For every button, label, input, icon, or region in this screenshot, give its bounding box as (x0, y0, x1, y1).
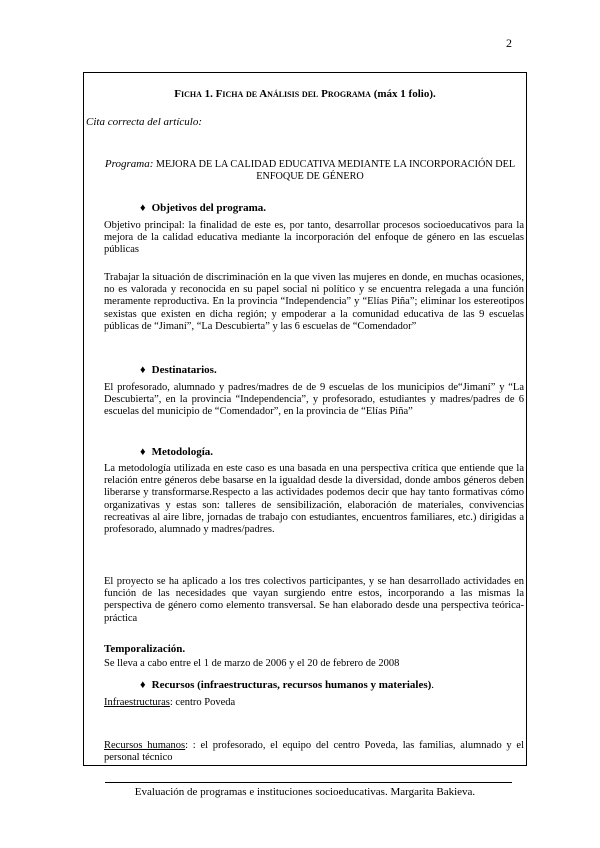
cita-label: Cita correcta del artículo: (86, 116, 202, 128)
footer-divider (105, 782, 512, 783)
sheet-title-main: Ficha 1. Ficha de Análisis del Programa (174, 88, 371, 100)
footer-text: Evaluación de programas e instituciones socioeducativas. Margarita Bakieva. (134, 786, 476, 798)
metodologia-heading-text: Metodología. (151, 446, 214, 458)
temporalizacion-text: Se lleva a cabo entre el 1 de marzo de 2006 y el 20 de febrero de 2008 (104, 658, 400, 669)
diamond-bullet-icon: ♦ (140, 364, 146, 376)
recursos-humanos-line (104, 740, 524, 764)
infraestructuras-label: Infraestructuras (104, 697, 170, 708)
metodologia-heading (140, 446, 213, 458)
recursos-heading-period: . (431, 679, 435, 691)
page-number: 2 (506, 36, 512, 50)
destinatarios-heading-text: Destinatarios. (151, 364, 217, 376)
recursos-heading-text: Recursos (infraestructuras, recursos humanos y materiales) (151, 679, 432, 691)
objetivos-heading-text: Objetivos del programa. (151, 202, 266, 214)
diamond-bullet-icon: ♦ (140, 446, 146, 458)
temporalizacion-heading: Temporalización. (104, 643, 186, 655)
infraestructuras-text: : centro Poveda (169, 697, 236, 708)
destinatarios-heading (140, 364, 217, 376)
diamond-bullet-icon: ♦ (140, 679, 146, 691)
metodologia-paragraph-2: El proyecto se ha aplicado a los tres colectivos participantes, y se han desarrollado actividades en función de las necesidades que vayan surgiendo entre estos, incorporando a las mismas la perspectiva de género como elemento transversal. Se han elaborado desde una perspectiva teórica- práctica (104, 576, 524, 624)
recursos-heading (140, 679, 434, 691)
infraestructuras-line (104, 697, 524, 709)
recursos-humanos-text: : : el profesorado, el equipo del centro Poveda, las familias, alumnado y el personal técnico (104, 740, 524, 764)
programa-title: MEJORA DE LA CALIDAD EDUCATIVA MEDIANTE LA INCORPORACIÓN DEL ENFOQUE DE GÉNERO (155, 159, 516, 182)
recursos-humanos-label: Recursos humanos (104, 740, 186, 751)
objetivos-paragraph-2: Trabajar la situación de discriminación en la que viven las mujeres en donde, en muchas ocasiones, no es valorada y reconocida en su papel social ni político y se encuentra relegada a una función meramente reproductiva. En la provincia “Independencia” y “Elías Piña”; eliminar los estereotipos sexistas que existen en dicha región; y empoderar a la comunidad educativa de las 9 escuelas públicas de “Jimaní”, “La Descubierta” y las 6 escuelas de “Comendador” (104, 272, 524, 332)
objetivos-heading (140, 202, 266, 214)
diamond-bullet-icon: ♦ (140, 202, 146, 214)
programa-label: Programa: (104, 158, 154, 170)
sheet-title-suffix: (máx 1 folio). (373, 88, 436, 100)
programa-block (100, 158, 520, 183)
destinatarios-paragraph: El profesorado, alumnado y padres/madres de de 9 escuelas de los municipios de“Jimaní” y “La Descubierta”, en la provincia “Independencia”, y profesorado, estudiantes y madres/padres de 6 escuelas del municipio de “Comendador”, en la provincia de “Elías Piña” (104, 382, 524, 418)
objetivos-paragraph-1: Objetivo principal: la finalidad de este es, por tanto, desarrollar procesos socioeducativos para la mejora de la calidad educativa mediante la incorporación del enfoque de género en las escuelas públicas (104, 220, 524, 256)
sheet-title (83, 88, 527, 100)
metodologia-paragraph-1: La metodología utilizada en este caso es una basada en una perspectiva crítica que entiende que la relación entre géneros debe basarse en la igualdad desde la diversidad, donde ambos géneros deben liberarse y transformarse.Respecto a las actividades podemos decir que hay tanto formativas cómo organizativas y estas son: talleres de sensibilización, elaboración de materiales, convivencias recreativas al aire libre, jornadas de trabajo con estudiantes, encuentros familiares, etc.) dirigidas a profesorado, alumnado y madres/padres. (104, 463, 524, 536)
